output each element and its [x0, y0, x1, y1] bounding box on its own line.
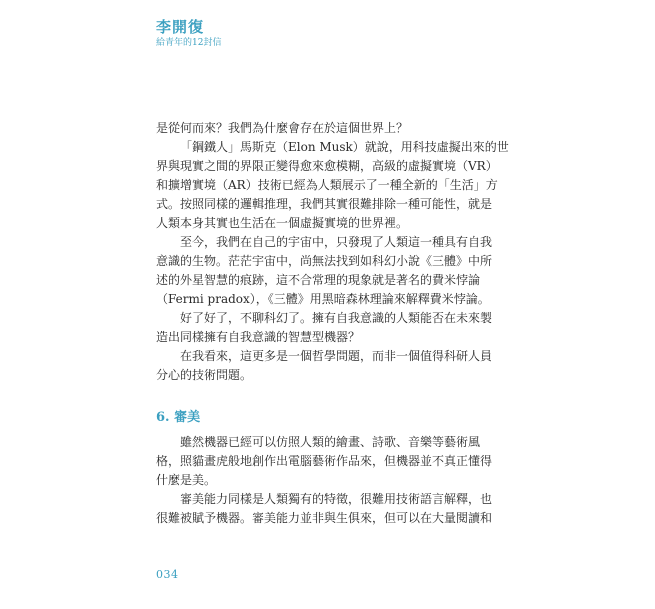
paragraph — [156, 138, 509, 233]
paragraph — [156, 309, 493, 347]
running-head — [156, 18, 221, 49]
text-line: 至今，我們在自己的宇宙中，只發現了人類這一種具有自我 — [180, 235, 493, 249]
text-line: 審美能力同樣是人類獨有的特徵，很難用技術語言解釋，也 — [180, 492, 493, 506]
text-line: 和擴增實境（AR）技術已經為人類展示了一種全新的「生活」方 — [156, 178, 498, 192]
book-title: 給青年的12封信 — [156, 38, 222, 48]
text-line: 雖然機器已經可以仿照人類的繪畫、詩歌、音樂等藝術風 — [180, 435, 481, 449]
text-line: 界與現實之間的界限正變得愈來愈模糊，高級的虛擬實境（VR） — [156, 159, 498, 173]
author-name: 李開復 — [156, 18, 205, 36]
text-line: 好了好了，不聊科幻了。擁有自我意識的人類能否在未來製 — [180, 311, 493, 325]
paragraph — [156, 433, 493, 490]
text-line: 述的外星智慧的痕跡，這不合常理的現象就是著名的費米悖論 — [156, 273, 481, 287]
text-line: 分心的技術問題。 — [156, 368, 253, 382]
text-line: （Fermi pradox），《三體》用黑暗森林理論來解釋費米悖論。 — [156, 292, 490, 306]
text-line: 式。按照同樣的邏輯推理，我們其實很難排除一種可能性，就是 — [156, 197, 493, 211]
text-line: 「鋼鐵人」馬斯克（Elon Musk）就說，用科技虛擬出來的世 — [180, 140, 509, 154]
body-text-section-6 — [156, 433, 493, 528]
text-line: 格，照貓畫虎般地創作出電腦藝術作品來，但機器並不真正懂得 — [156, 454, 493, 468]
text-line: 在我看來，這更多是一個哲學問題，而非一個值得科研人員 — [180, 349, 493, 363]
page-number: 034 — [156, 568, 179, 581]
text-line: 什麼是美。 — [156, 473, 217, 487]
paragraph — [156, 490, 493, 528]
text-line: 人類本身其實也生活在一個虛擬實境的世界裡。 — [156, 216, 409, 230]
text-line: 很難被賦予機器。審美能力並非與生俱來，但可以在大量閱讀和 — [156, 511, 493, 525]
section-heading: 6. 審美 — [156, 410, 201, 425]
text-line: 造出同樣擁有自我意識的智慧型機器？ — [156, 330, 361, 344]
text-line: 意識的生物。茫茫宇宙中，尚無法找到如科幻小說《三體》中所 — [156, 254, 493, 268]
text-line: 是從何而來？我們為什麼會存在於這個世界上？ — [156, 121, 409, 135]
paragraph — [156, 119, 472, 138]
body-text — [156, 119, 509, 385]
paragraph — [156, 347, 493, 385]
paragraph — [156, 233, 493, 309]
